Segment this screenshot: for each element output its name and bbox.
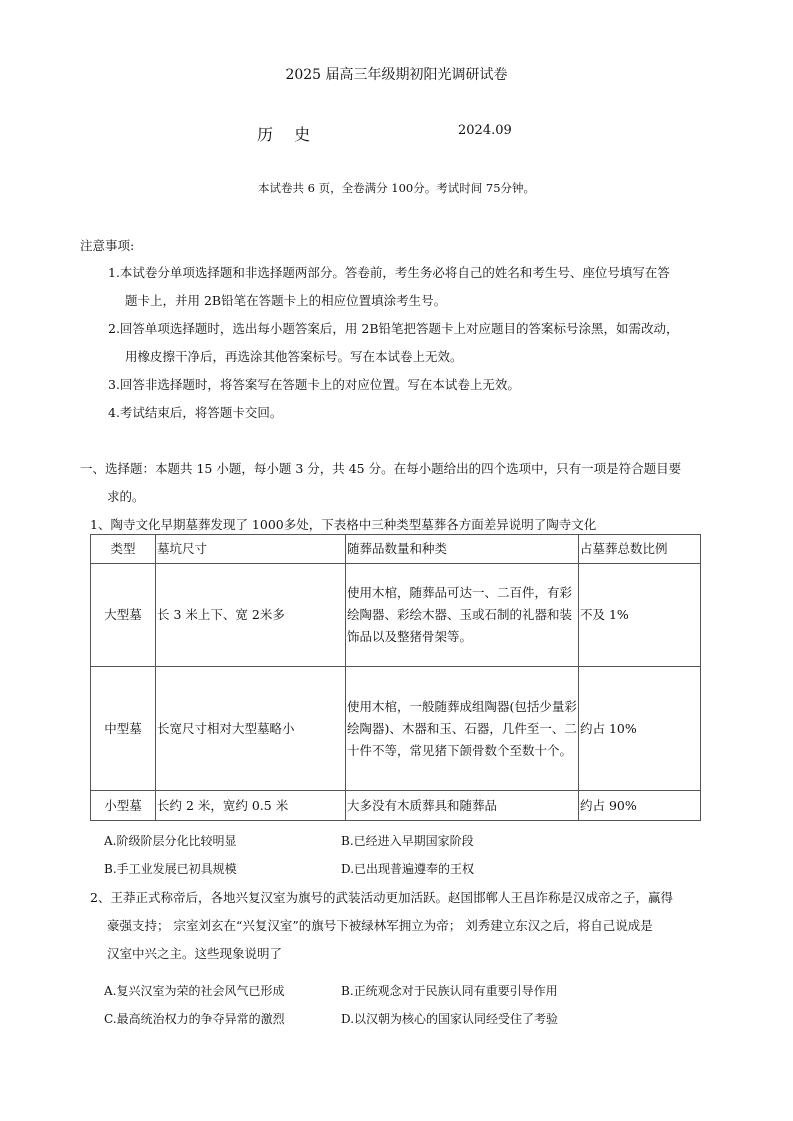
section-heading: 一、选择题：本题共 15 小题，每小题 3 分，共 45 分。在每小题给出的四个选项中，只有一项是符合题目要 <box>80 461 682 476</box>
q2-option-a[interactable]: A.复兴汉室为荣的社会风气已形成 <box>104 984 285 998</box>
exam-info: 本试卷共 6 页，全卷满分 100分。考试时间 75分钟。 <box>257 181 536 195</box>
table-cell: 使用木棺，一般随葬成组陶器(包括少量彩绘陶器)、木器和玉、石器，几件至一、二十件不等，常见猪下颌骨数个至数十个。 <box>346 667 579 791</box>
table-row <box>91 667 701 791</box>
question-2-stem: 2、王莽正式称帝后，各地兴复汉室为旗号的武装活动更加活跃。赵国邯郸人王昌诈称是汉成帝之子，赢得 <box>90 890 673 905</box>
q2-option-c[interactable]: C.最高统治权力的争夺异常的激烈 <box>104 1012 285 1026</box>
table-header-cell: 墓坑尺寸 <box>156 535 346 564</box>
question-1-stem: 1、陶寺文化早期墓葬发现了 1000多处，下表格中三种类型墓葬各方面差异说明了陶寺文化 <box>90 517 597 532</box>
table-cell: 不及 1% <box>579 564 701 667</box>
notice-item-1-cont: 题卡上，并用 2B铅笔在答题卡上的相应位置填涂考生号。 <box>125 293 447 308</box>
table-row <box>91 791 701 821</box>
q2-option-b[interactable]: B.正统观念对于民族认同有重要引导作用 <box>341 984 558 998</box>
table-row <box>91 564 701 667</box>
table-header-row <box>91 535 701 564</box>
table-cell: 长宽尺寸相对大型墓略小 <box>156 667 346 791</box>
notice-item-3: 3.回答非选择题时，将答案写在答题卡上的对应位置。写在本试卷上无效。 <box>108 377 520 392</box>
q1-option-a[interactable]: A.阶级阶层分化比较明显 <box>104 834 237 848</box>
question-2-stem-cont: 汉室中兴之主。这些现象说明了 <box>107 946 283 961</box>
q1-option-d[interactable]: D.已出现普遍遵奉的王权 <box>341 862 475 876</box>
question-2-stem-cont: 豪强支持； 宗室刘玄在“兴复汉室”的旗号下被绿林军拥立为帝； 刘秀建立东汉之后，将自己说成是 <box>107 918 653 933</box>
q2-option-d[interactable]: D.以汉朝为核心的国家认同经受住了考验 <box>341 1012 559 1026</box>
q1-option-b[interactable]: B.已经进入早期国家阶段 <box>341 834 474 848</box>
table-cell: 小型墓 <box>91 791 156 821</box>
section-heading-cont: 求的。 <box>107 489 145 504</box>
notice-item-4: 4.考试结束后，将答题卡交回。 <box>108 405 283 420</box>
table-cell: 使用木棺，随葬品可达一、二百件，有彩绘陶器、彩绘木器、玉或石制的礼器和装饰品以及整猪骨架等。 <box>346 564 579 667</box>
table-cell: 约占 90% <box>579 791 701 821</box>
table-header-cell: 随葬品数量和种类 <box>346 535 579 564</box>
table-cell: 中型墓 <box>91 667 156 791</box>
tomb-table <box>90 534 701 821</box>
exam-title: 2025 届高三年级期初阳光调研试卷 <box>285 67 508 83</box>
table-header-cell: 类型 <box>91 535 156 564</box>
table-cell: 大多没有木质葬具和随葬品 <box>346 791 579 821</box>
notice-item-2-cont: 用橡皮擦干净后，再选涂其他答案标号。写在本试卷上无效。 <box>125 349 463 364</box>
table-cell: 长约 2 米，宽约 0.5 米 <box>156 791 346 821</box>
table-header-cell: 占墓葬总数比例 <box>579 535 701 564</box>
exam-date: 2024.09 <box>458 123 512 138</box>
notice-heading: 注意事项: <box>80 238 135 253</box>
notice-item-2: 2.回答单项选择题时，选出每小题答案后，用 2B铅笔把答题卡上对应题目的答案标号涂黑，如需改动， <box>108 321 679 336</box>
subject-label: 历 史 <box>257 125 319 144</box>
notice-item-1: 1.本试卷分单项选择题和非选择题两部分。答卷前，考生务必将自己的姓名和考生号、座位号填写在答 <box>108 265 670 280</box>
table-cell: 大型墓 <box>91 564 156 667</box>
table-cell: 长 3 米上下、宽 2米多 <box>156 564 346 667</box>
table-cell: 约占 10% <box>579 667 701 791</box>
q1-option-c[interactable]: B.手工业发展已初具规模 <box>104 862 237 876</box>
